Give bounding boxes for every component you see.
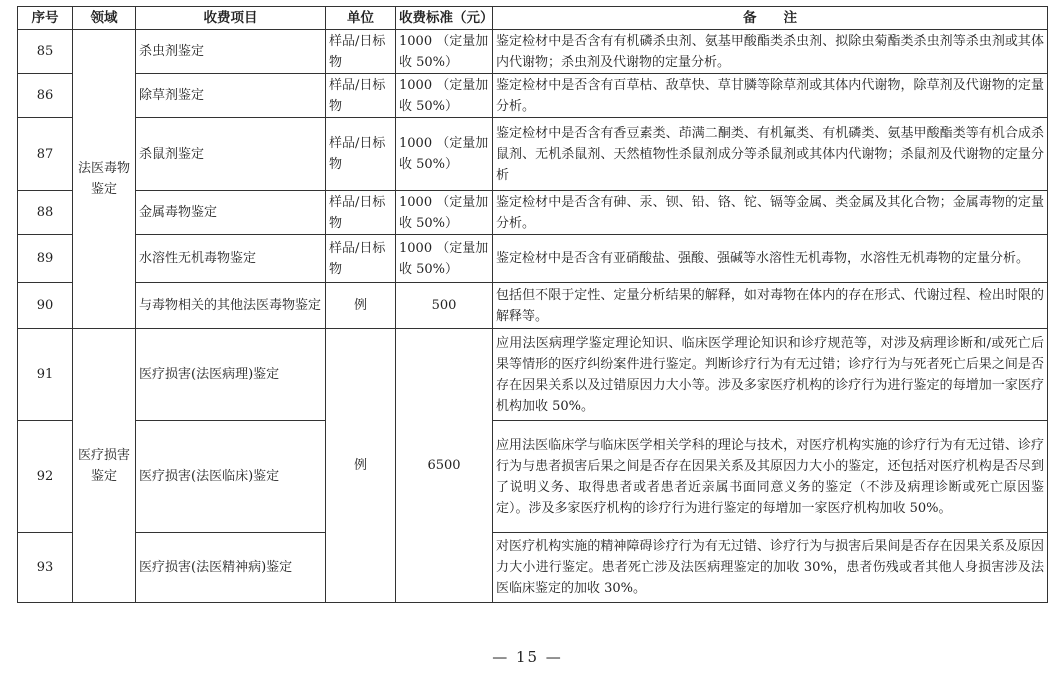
table-row <box>18 30 1048 74</box>
field-cell-medical: 医疗损害鉴定 <box>73 329 136 603</box>
row-unit: 样品/日标物 <box>326 118 396 191</box>
table-row <box>18 533 1048 603</box>
header-row <box>18 7 1048 30</box>
table-row <box>18 235 1048 283</box>
row-no: 88 <box>18 191 73 235</box>
row-note: 鉴定检材中是否含有有机磷杀虫剂、氨基甲酸酯类杀虫剂、拟除虫菊酯类杀虫剂等杀虫剂或其体内代谢物；杀虫剂及代谢物的定量分析。 <box>493 30 1048 74</box>
table-row <box>18 329 1048 421</box>
row-note: 鉴定检材中是否含有香豆素类、茚满二酮类、有机氟类、有机磷类、氨基甲酸酯类等有机合成杀鼠剂、无机杀鼠剂、天然植物性杀鼠剂成分等杀鼠剂或其体内代谢物；杀鼠剂及代谢物的定量分析 <box>493 118 1048 191</box>
row-no: 86 <box>18 74 73 118</box>
table-row <box>18 191 1048 235</box>
col-header-no: 序号 <box>18 7 73 30</box>
row-no: 89 <box>18 235 73 283</box>
col-header-note: 备 注 <box>493 7 1048 30</box>
row-unit: 样品/日标物 <box>326 74 396 118</box>
row-item: 杀虫剂鉴定 <box>136 30 326 74</box>
row-note: 包括但不限于定性、定量分析结果的解释，如对毒物在体内的存在形式、代谢过程、检出时限的解释等。 <box>493 283 1048 329</box>
row-price: 1000 （定量加收 50%） <box>396 30 493 74</box>
row-unit: 样品/日标物 <box>326 30 396 74</box>
row-note: 鉴定检材中是否含有砷、汞、钡、铅、铬、铊、镉等金属、类金属及其化合物；金属毒物的定量分析。 <box>493 191 1048 235</box>
medical-price: 6500 <box>396 329 493 603</box>
row-item: 金属毒物鉴定 <box>136 191 326 235</box>
row-price: 1000 （定量加收 50%） <box>396 118 493 191</box>
row-item: 医疗损害(法医精神病)鉴定 <box>136 533 326 603</box>
row-price: 1000 （定量加收 50%） <box>396 235 493 283</box>
row-price: 500 <box>396 283 493 329</box>
row-item: 除草剂鉴定 <box>136 74 326 118</box>
col-header-price: 收费标准（元） <box>396 7 493 30</box>
row-unit: 样品/日标物 <box>326 191 396 235</box>
row-unit: 例 <box>326 283 396 329</box>
row-no: 87 <box>18 118 73 191</box>
row-note: 应用法医临床学与临床医学相关学科的理论与技术，对医疗机构实施的诊疗行为有无过错、诊疗行为与患者损害后果之间是否存在因果关系及其原因力大小的鉴定，还包括对医疗机构是否尽到了说明义务、取得患者或者患者近亲属书面同意义务的鉴定（不涉及病理诊断或死亡原因鉴定）。涉及多家医疗机构的诊疗行为进行鉴定的每增加一家医疗机构加收 50%。 <box>493 421 1048 533</box>
row-price: 1000 （定量加收 50%） <box>396 74 493 118</box>
row-item: 水溶性无机毒物鉴定 <box>136 235 326 283</box>
table-row <box>18 283 1048 329</box>
fee-table <box>17 6 1048 603</box>
row-item: 医疗损害(法医病理)鉴定 <box>136 329 326 421</box>
col-header-item: 收费项目 <box>136 7 326 30</box>
row-item: 与毒物相关的其他法医毒物鉴定 <box>136 283 326 329</box>
row-item: 杀鼠剂鉴定 <box>136 118 326 191</box>
table-row <box>18 118 1048 191</box>
row-item: 医疗损害(法医临床)鉴定 <box>136 421 326 533</box>
row-no: 90 <box>18 283 73 329</box>
row-note: 鉴定检材中是否含有亚硝酸盐、强酸、强碱等水溶性无机毒物，水溶性无机毒物的定量分析。 <box>493 235 1048 283</box>
row-note: 鉴定检材中是否含有百草枯、敌草快、草甘膦等除草剂或其体内代谢物，除草剂及代谢物的定量分析。 <box>493 74 1048 118</box>
row-no: 92 <box>18 421 73 533</box>
field-cell-toxic: 法医毒物鉴定 <box>73 30 136 329</box>
medical-unit: 例 <box>326 329 396 603</box>
row-no: 91 <box>18 329 73 421</box>
row-note: 应用法医病理学鉴定理论知识、临床医学理论知识和诊疗规范等，对涉及病理诊断和/或死亡后果等情形的医疗纠纷案件进行鉴定。判断诊疗行为有无过错；诊疗行为与死者死亡后果之间是否存在因果关系以及过错原因力大小等。涉及多家医疗机构的诊疗行为进行鉴定的每增加一家医疗机构加收 50%。 <box>493 329 1048 421</box>
row-no: 93 <box>18 533 73 603</box>
col-header-field: 领域 <box>73 7 136 30</box>
row-no: 85 <box>18 30 73 74</box>
row-unit: 样品/日标物 <box>326 235 396 283</box>
table-row <box>18 74 1048 118</box>
row-note: 对医疗机构实施的精神障碍诊疗行为有无过错、诊疗行为与损害后果间是否存在因果关系及原因力大小进行鉴定。患者死亡涉及法医病理鉴定的加收 30%，患者伤残或者其他人身损害涉及法医临床鉴定的加收 30%。 <box>493 533 1048 603</box>
table-row <box>18 421 1048 533</box>
page-number: — 15 — <box>492 648 563 666</box>
row-price: 1000 （定量加收 50%） <box>396 191 493 235</box>
col-header-unit: 单位 <box>326 7 396 30</box>
